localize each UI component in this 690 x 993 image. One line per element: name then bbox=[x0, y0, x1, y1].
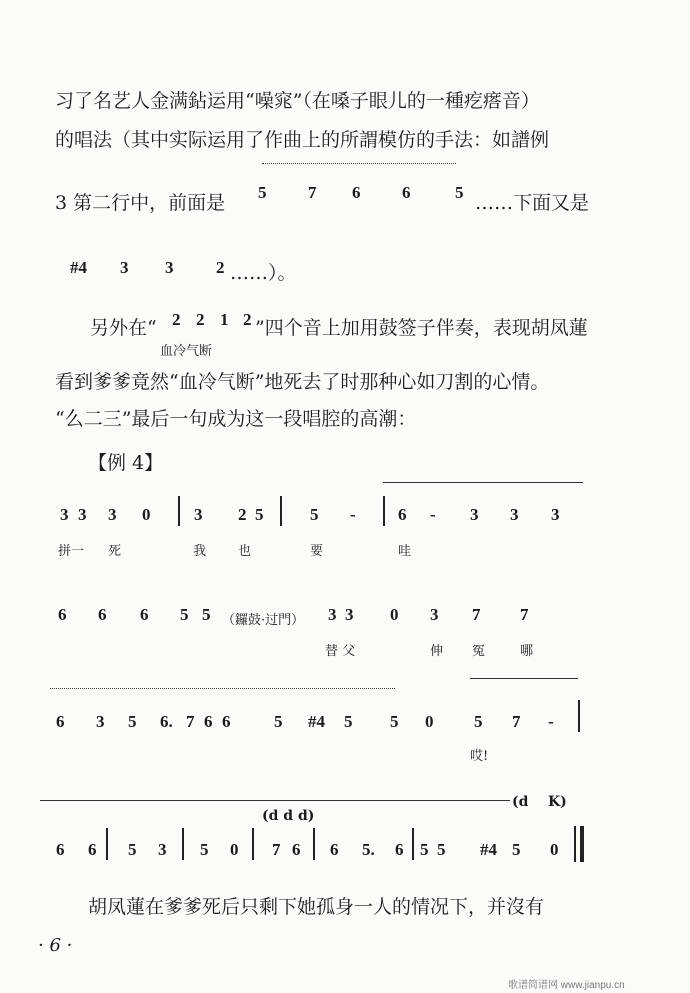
slur-line bbox=[383, 482, 583, 483]
note: 3 bbox=[345, 605, 354, 624]
barline bbox=[412, 828, 414, 860]
note: 5 bbox=[128, 712, 137, 731]
note: 6 bbox=[140, 605, 149, 624]
note: 5 bbox=[274, 712, 283, 731]
watermark: 歌谱简谱网 www.jianpu.cn bbox=[508, 980, 625, 991]
note: 6 bbox=[330, 840, 339, 859]
text-line: 另外在“ bbox=[90, 317, 157, 339]
aside-text: 血冷气断 bbox=[160, 344, 213, 359]
note: 5 bbox=[512, 840, 521, 859]
note: 5 bbox=[200, 840, 209, 859]
note: 7 bbox=[512, 712, 521, 731]
barline bbox=[280, 496, 282, 526]
note: 3 bbox=[108, 505, 117, 524]
note: 2 bbox=[216, 258, 225, 277]
note: 6 bbox=[292, 840, 301, 859]
note: 5 bbox=[420, 840, 429, 859]
note: 5 bbox=[202, 605, 211, 624]
note: 6 bbox=[395, 840, 404, 859]
text-line: ……）。 bbox=[230, 262, 297, 284]
note: 6 bbox=[58, 605, 67, 624]
lyric: 死 bbox=[108, 544, 122, 559]
note: 3 bbox=[96, 712, 105, 731]
text-line: 看到爹爹竟然“血冷气断”地死去了时那种心如刀割的心情。 bbox=[55, 371, 550, 393]
note: 5 bbox=[344, 712, 353, 731]
barline bbox=[578, 700, 580, 732]
lyric: 替 父 bbox=[325, 644, 356, 659]
note: 5 bbox=[255, 505, 264, 524]
note: 6 bbox=[398, 505, 407, 524]
lyric: 也 bbox=[238, 544, 252, 559]
note: 6 bbox=[402, 183, 411, 202]
note: 3 bbox=[551, 505, 560, 524]
barline bbox=[383, 496, 385, 526]
percussion-mark: K) bbox=[548, 794, 567, 810]
note: 6. bbox=[160, 712, 173, 731]
percussion-mark: (d bbox=[512, 794, 529, 810]
note: 0 bbox=[230, 840, 239, 859]
note: 7 bbox=[520, 605, 529, 624]
note: 5 bbox=[180, 605, 189, 624]
note: 7 bbox=[186, 712, 195, 731]
note: 3 bbox=[120, 258, 129, 277]
note: - bbox=[350, 505, 356, 524]
lyric: 伸 bbox=[430, 644, 444, 659]
slur-line bbox=[40, 800, 510, 801]
note: 3 bbox=[328, 605, 337, 624]
instrumental-marking: （鑼鼓·过門） bbox=[222, 613, 305, 628]
note: 3 bbox=[194, 505, 203, 524]
note: 3 bbox=[510, 505, 519, 524]
barline bbox=[252, 828, 254, 860]
note: 6 bbox=[56, 712, 65, 731]
note: #4 bbox=[70, 258, 87, 277]
note: 2 bbox=[238, 505, 247, 524]
note: 5 bbox=[474, 712, 483, 731]
note: 5 bbox=[437, 840, 446, 859]
lyric: 要 bbox=[310, 544, 324, 559]
note: 6 bbox=[204, 712, 213, 731]
note: 6 bbox=[98, 605, 107, 624]
note: - bbox=[548, 712, 554, 731]
note: 7 bbox=[308, 183, 317, 202]
note: 7 bbox=[472, 605, 481, 624]
note: 0 bbox=[142, 505, 151, 524]
final-barline bbox=[580, 826, 584, 862]
barline bbox=[313, 828, 315, 860]
text-line: 习了名艺人金满鉆运用“噪窕”（在嗓子眼儿的一種疙瘩音） bbox=[55, 90, 540, 112]
slur-line bbox=[262, 163, 456, 165]
note: 5 bbox=[128, 840, 137, 859]
note: 3 bbox=[158, 840, 167, 859]
note: 3 bbox=[470, 505, 479, 524]
note: 0 bbox=[390, 605, 399, 624]
text-line: ”四个音上加用鼓签子伴奏，表现胡凤蓮 bbox=[255, 317, 588, 339]
lyric: 我 bbox=[193, 544, 207, 559]
slur-line bbox=[50, 688, 395, 690]
note: 2 bbox=[172, 310, 181, 329]
text-line: “么二三”最后一句成为这一段唱腔的高潮： bbox=[55, 408, 417, 430]
note: 0 bbox=[425, 712, 434, 731]
lyric: 冤 bbox=[472, 644, 486, 659]
barline bbox=[182, 828, 184, 860]
note: 6 bbox=[222, 712, 231, 731]
note: 3 bbox=[78, 505, 87, 524]
percussion-mark: (d d d) bbox=[262, 808, 315, 824]
note: 5 bbox=[455, 183, 464, 202]
lyric: 哇 bbox=[398, 544, 412, 559]
note: 0 bbox=[550, 840, 559, 859]
note: #4 bbox=[308, 712, 325, 731]
note: 5 bbox=[390, 712, 399, 731]
note: 6 bbox=[56, 840, 65, 859]
barline bbox=[178, 496, 180, 526]
note: 3 bbox=[165, 258, 174, 277]
note: 3 bbox=[60, 505, 69, 524]
note: 2 bbox=[196, 310, 205, 329]
text-line: 胡凤蓮在爹爹死后只剩下她孤身一人的情况下，并沒有 bbox=[88, 896, 545, 918]
lyric: 哪 bbox=[520, 644, 534, 659]
example-label: 【例 4】 bbox=[88, 452, 164, 474]
note: 5 bbox=[258, 183, 267, 202]
page-number: · 6 · bbox=[38, 935, 73, 956]
note: 6 bbox=[88, 840, 97, 859]
note: 6 bbox=[352, 183, 361, 202]
note: 7 bbox=[272, 840, 281, 859]
barline bbox=[574, 826, 576, 862]
note: 1 bbox=[220, 310, 229, 329]
note: #4 bbox=[480, 840, 497, 859]
text-line: ……下面又是 bbox=[475, 192, 590, 214]
note: 3 bbox=[430, 605, 439, 624]
note: 5 bbox=[310, 505, 319, 524]
note: 5. bbox=[362, 840, 375, 859]
barline bbox=[106, 828, 108, 860]
text-line: 的唱法（其中实际运用了作曲上的所謂模仿的手法：如譜例 bbox=[55, 129, 550, 151]
slur-line bbox=[470, 678, 578, 679]
lyric: 拼一 bbox=[58, 544, 85, 559]
text-line: 3 第二行中，前面是 bbox=[55, 192, 226, 214]
lyric: 哎! bbox=[470, 749, 489, 764]
note: - bbox=[430, 505, 436, 524]
note: 2 bbox=[243, 310, 252, 329]
